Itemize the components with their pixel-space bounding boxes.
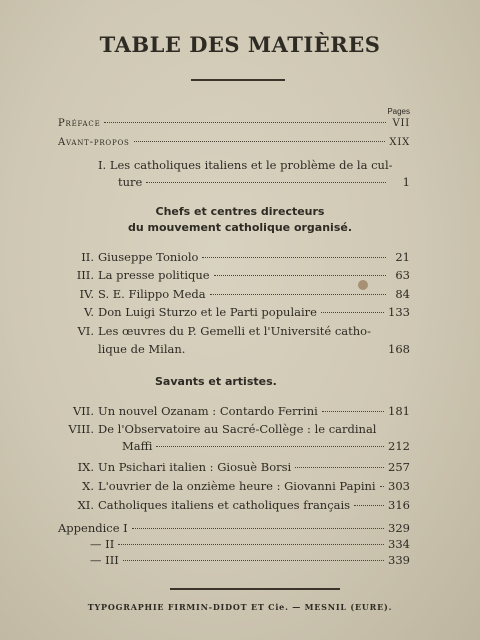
toc-label: — II bbox=[90, 537, 115, 551]
leader-dots bbox=[214, 275, 386, 276]
toc-num: XI. bbox=[77, 498, 94, 512]
leader-dots bbox=[321, 312, 384, 313]
toc-entry-chapter-8 bbox=[62, 422, 376, 436]
toc-entry-chapter-4 bbox=[68, 287, 410, 301]
section-heading-1-line2: du mouvement catholique organisé. bbox=[127, 221, 353, 234]
toc-entry-chapter-1 bbox=[98, 158, 393, 172]
toc-entry-avant-propos bbox=[58, 137, 410, 148]
leader-dots bbox=[123, 560, 384, 561]
toc-label: Un nouvel Ozanam : Contardo Ferrini bbox=[98, 404, 318, 418]
toc-page: 181 bbox=[388, 404, 410, 418]
leader-dots bbox=[322, 411, 384, 412]
title-rule bbox=[191, 79, 285, 81]
toc-num: IX. bbox=[77, 460, 94, 474]
toc-label: lique de Milan. bbox=[98, 342, 186, 356]
leader-dots bbox=[104, 122, 386, 123]
toc-page: 334 bbox=[388, 537, 410, 551]
toc-label: L'ouvrier de la onzième heure : Giovanni Papini bbox=[98, 479, 376, 493]
toc-entry-chapter-3 bbox=[68, 268, 410, 282]
paper-stain bbox=[358, 280, 368, 290]
toc-label: Appendice I bbox=[58, 521, 128, 535]
toc-label: — III bbox=[90, 553, 119, 567]
toc-entry-chapter-2 bbox=[68, 250, 410, 264]
toc-num: VIII. bbox=[68, 422, 94, 436]
toc-entry-chapter-10 bbox=[62, 479, 410, 493]
toc-entry-appendix-3 bbox=[90, 553, 410, 567]
toc-page: 303 bbox=[388, 479, 410, 493]
leader-dots bbox=[380, 486, 384, 487]
toc-num: III. bbox=[76, 268, 94, 282]
leader-dots bbox=[295, 467, 384, 468]
toc-label: Catholiques italiens et catholiques français bbox=[98, 498, 351, 512]
toc-entry-chapter-6 bbox=[68, 324, 371, 338]
pages-column-header: Pages bbox=[387, 107, 410, 116]
toc-entry-appendix-2 bbox=[90, 537, 410, 551]
toc-num: VI. bbox=[77, 324, 94, 338]
toc-page: 133 bbox=[388, 305, 410, 319]
toc-label: De l'Observatoire au Sacré-Collège : le cardinal bbox=[98, 422, 377, 436]
toc-label: ture bbox=[118, 175, 143, 189]
toc-label: La presse politique bbox=[98, 268, 210, 282]
toc-entry-chapter-8-cont bbox=[122, 439, 410, 453]
toc-page: 316 bbox=[388, 498, 410, 512]
toc-page: 168 bbox=[388, 342, 410, 356]
leader-dots bbox=[132, 528, 384, 529]
leader-dots bbox=[156, 446, 384, 447]
toc-page: 257 bbox=[388, 460, 410, 474]
toc-page: 84 bbox=[395, 287, 410, 301]
toc-entry-chapter-9 bbox=[62, 460, 410, 474]
toc-label: Giuseppe Toniolo bbox=[98, 250, 199, 264]
leader-dots bbox=[354, 505, 384, 506]
toc-label: Les catholiques italiens et le problème de la cul- bbox=[109, 158, 393, 172]
toc-label: S. E. Filippo Meda bbox=[98, 287, 206, 301]
toc-page: 339 bbox=[388, 553, 410, 567]
toc-entry-chapter-1-cont bbox=[118, 175, 410, 189]
leader-dots bbox=[202, 257, 386, 258]
page-title: TABLE DES MATIÈRES bbox=[99, 32, 381, 57]
section-heading-2: Savants et artistes. bbox=[155, 375, 277, 388]
toc-entry-chapter-7 bbox=[62, 404, 410, 418]
toc-num: IV. bbox=[79, 287, 94, 301]
leader-dots bbox=[146, 182, 386, 183]
toc-num: V. bbox=[84, 305, 94, 319]
toc-page: 63 bbox=[395, 268, 410, 282]
toc-label: Les œuvres du P. Gemelli et l'Université catho- bbox=[98, 324, 371, 338]
toc-page: XIX bbox=[389, 137, 410, 148]
toc-num: II. bbox=[81, 250, 94, 264]
toc-entry-preface bbox=[58, 118, 410, 129]
toc-num: I. bbox=[98, 158, 107, 172]
leader-dots bbox=[210, 294, 386, 295]
toc-num: VII. bbox=[72, 404, 94, 418]
toc-label: Préface bbox=[58, 118, 101, 129]
footer-rule bbox=[170, 588, 340, 590]
toc-entry-chapter-11 bbox=[62, 498, 410, 512]
toc-page: 329 bbox=[388, 521, 410, 535]
toc-label: Maffi bbox=[122, 439, 153, 453]
toc-num: X. bbox=[82, 479, 94, 493]
toc-entry-chapter-5 bbox=[68, 305, 410, 319]
toc-entry-chapter-6-cont bbox=[98, 342, 410, 356]
toc-page: 21 bbox=[395, 250, 410, 264]
toc-label: Don Luigi Sturzo et le Parti populaire bbox=[98, 305, 317, 319]
printer-imprint: TYPOGRAPHIE FIRMIN-DIDOT ET Cie. — MESNIL (EURE). bbox=[87, 602, 393, 612]
leader-dots bbox=[134, 141, 386, 142]
toc-page: 212 bbox=[388, 439, 410, 453]
toc-page: VII bbox=[392, 118, 410, 129]
leader-dots bbox=[118, 544, 384, 545]
toc-label: Un Psichari italien : Giosuè Borsi bbox=[98, 460, 292, 474]
toc-entry-appendix-1 bbox=[58, 521, 410, 535]
toc-label: Avant-propos bbox=[58, 137, 130, 148]
toc-page: 1 bbox=[402, 175, 410, 189]
section-heading-1: Chefs et centres directeurs bbox=[155, 205, 325, 218]
